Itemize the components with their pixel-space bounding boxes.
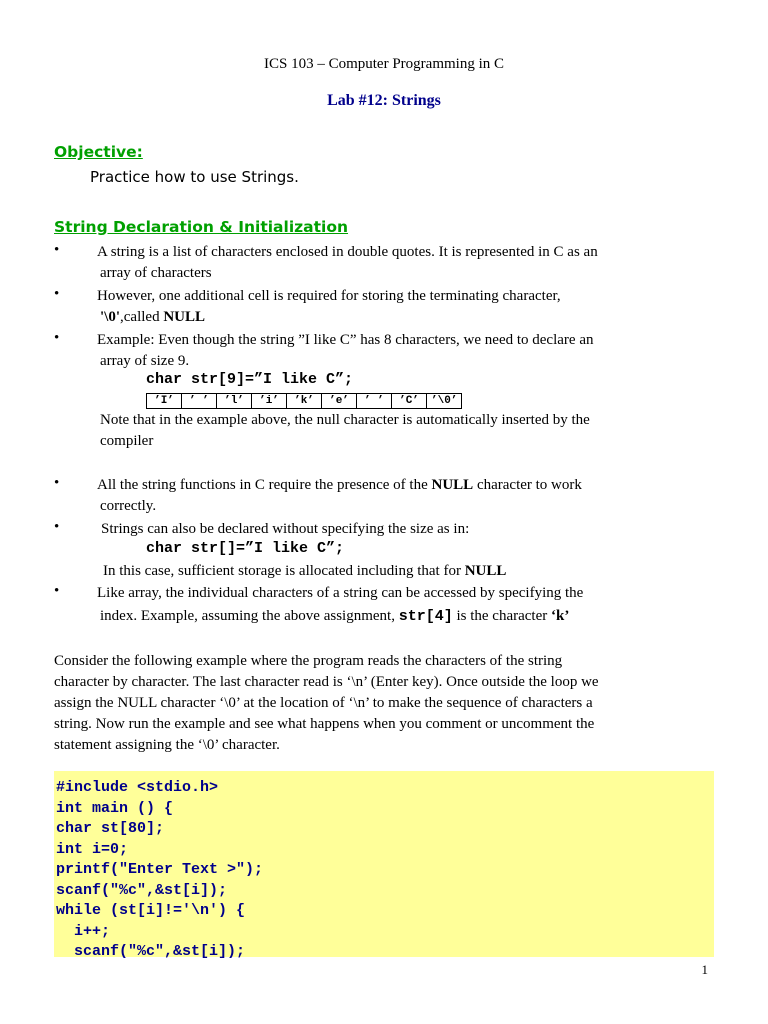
bullet-text: array of characters [100, 265, 212, 281]
null-keyword: NULL [431, 477, 474, 493]
bullet-marker: • [54, 242, 60, 258]
code-line: i++; [56, 922, 111, 940]
bullet-text: A string is a list of characters enclosed in double quotes. It is represented in C as an [97, 244, 598, 260]
bullet-text [103, 561, 506, 582]
char-array-table [146, 393, 462, 409]
char-array-cell: ’i’ [252, 394, 287, 409]
bullet-text-fragment: In this case, sufficient storage is allocated including that for [103, 563, 465, 579]
lab-title: Lab #12: Strings [327, 92, 441, 109]
code-listing [54, 771, 714, 960]
code-line: scanf("%c",&st[i]); [56, 881, 228, 899]
bullet-marker: • [54, 330, 60, 346]
null-keyword: NULL [464, 563, 507, 579]
char-array-cell: ’e’ [322, 394, 357, 409]
code-line: #include <stdio.h> [56, 779, 219, 796]
note-text: Note that in the example above, the null character is automatically inserted by the [100, 412, 590, 428]
bullet-text-fragment: index. Example, assuming the above assignment, [100, 608, 399, 624]
bullet-text-fragment: character to work [473, 477, 582, 493]
bullet-marker: • [54, 475, 60, 491]
bullet-text: correctly. [100, 498, 157, 514]
char-array-cell: ’I’ [147, 394, 182, 409]
bullet-text [100, 307, 205, 328]
paragraph-line: string. Now run the example and see what happens when you comment or uncomment the [54, 716, 595, 732]
char-array-cell: ’k’ [287, 394, 322, 409]
paragraph-line: statement assigning the ‘\0’ character. [54, 737, 280, 753]
code-line: scanf("%c",&st[i]); [56, 943, 246, 960]
bullet-text [100, 606, 569, 627]
inline-code: str[4] [398, 608, 453, 625]
code-snippet: char str[]=”I like C”; [146, 540, 345, 557]
objective-text: Practice how to use Strings. [90, 168, 299, 186]
bullet-text: array of size 9. [100, 353, 190, 369]
bullet-text: Like array, the individual characters of a string can be accessed by specifying the [97, 585, 584, 601]
code-line: while (st[i]!='\n') { [56, 902, 246, 919]
char-array-row [147, 394, 462, 409]
bullet-text: However, one additional cell is required for storing the terminating character, [97, 288, 561, 304]
bullet-text: Example: Even though the string ”I like C” has 8 characters, we need to declare an [97, 332, 594, 348]
bullet-marker: • [54, 519, 60, 535]
char-array-cell: ’ ’ [357, 394, 392, 409]
code-line: char st[80]; [56, 820, 165, 837]
char-array-cell: ’\0’ [427, 394, 462, 409]
null-char-literal: '\0' [100, 309, 121, 325]
course-title: ICS 103 – Computer Programming in C [264, 56, 504, 72]
paragraph-line: character by character. The last character read is ‘\n’ (Enter key). Once outside the loop we [54, 674, 599, 690]
paragraph-line: Consider the following example where the program reads the characters of the string [54, 653, 563, 669]
bullet-marker: • [54, 286, 60, 302]
code-snippet: char str[9]=”I like C”; [146, 371, 354, 388]
bullet-text: Strings can also be declared without specifying the size as in: [101, 521, 470, 537]
note-text: compiler [100, 433, 154, 449]
char-array-cell: ’C’ [392, 394, 427, 409]
objective-heading: Objective: [54, 143, 143, 161]
char-k-literal: ‘k’ [551, 608, 570, 624]
char-array-cell: ’l’ [217, 394, 252, 409]
bullet-text [97, 475, 582, 496]
section-heading: String Declaration & Initialization [54, 218, 349, 236]
code-line: printf("Enter Text >"); [56, 861, 264, 878]
bullet-text-fragment: is the character [452, 608, 551, 624]
paragraph-line: assign the NULL character ‘\0’ at the location of ‘\n’ to make the sequence of characters a [54, 695, 593, 711]
page-number: 1 [701, 962, 708, 977]
code-line: int main () { [56, 799, 174, 817]
bullet-text-fragment: All the string functions in C require the presence of the [97, 477, 432, 493]
bullet-text-fragment: ,called [120, 309, 164, 325]
null-keyword: NULL [163, 309, 206, 325]
code-line: int i=0; [56, 840, 129, 858]
char-array-cell: ’ ’ [182, 394, 217, 409]
bullet-marker: • [54, 583, 60, 599]
